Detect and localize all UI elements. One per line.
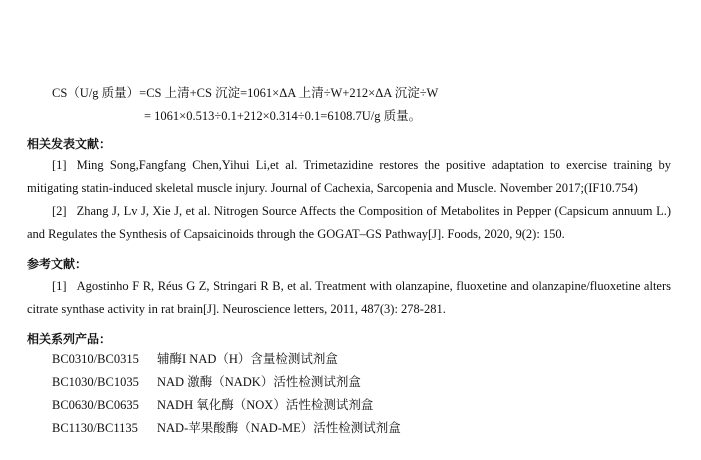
publication-text: Zhang J, Lv J, Xie J, et al. Nitrogen Source Affects the Composition of Metabolites in Pepper (Capsicum annuum L.) and Regulates the Synthesis of Capsaicinoids through the GOGAT–GS Pathway[J]. Foods, 2020, 9(2): 150. bbox=[27, 204, 671, 241]
product-name: NAD-苹果酸酶（NAD-ME）活性检测试剂盒 bbox=[157, 421, 401, 435]
formula-line-2: = 1061×0.513÷0.1+212×0.314÷0.1=6108.7U/g 质量。 bbox=[144, 109, 422, 123]
publication-text: Ming Song,Fangfang Chen,Yihui Li,et al. Trimetazidine restores the positive adaptation to exercise training by mitigating statin-induced skeletal muscle injury. Journal of Cachexia, Sarcopenia and Muscle. November 2017;(IF10.754) bbox=[27, 158, 671, 195]
publication-item bbox=[27, 200, 671, 246]
product-item bbox=[52, 417, 401, 440]
product-name: NAD 激酶（NADK）活性检测试剂盒 bbox=[157, 375, 361, 389]
product-name: 辅酶I NAD（H）含量检测试剂盒 bbox=[157, 352, 338, 366]
product-list bbox=[52, 348, 401, 440]
product-item bbox=[52, 371, 401, 394]
product-code: BC1030/BC1035 bbox=[52, 375, 139, 389]
product-item bbox=[52, 394, 401, 417]
reference-number: [1] bbox=[52, 279, 67, 293]
references-heading: 参考文献： bbox=[27, 257, 88, 271]
product-code: BC0630/BC0635 bbox=[52, 398, 139, 412]
publication-item bbox=[27, 154, 671, 200]
publication-number: [1] bbox=[52, 158, 67, 172]
product-name: NADH 氧化酶（NOX）活性检测试剂盒 bbox=[157, 398, 374, 412]
product-item bbox=[52, 348, 401, 371]
formula-line-1: CS（U/g 质量）=CS 上清+CS 沉淀=1061×ΔA 上清÷W+212×ΔA 沉淀÷W bbox=[52, 86, 439, 100]
product-code: BC1130/BC1135 bbox=[52, 421, 138, 435]
reference-text: Agostinho F R, Réus G Z, Stringari R B, et al. Treatment with olanzapine, fluoxetine and olanzapine/fluoxetine alters citrate synthase activity in rat brain[J]. Neuroscience letters, 2011, 487(3): 278-281. bbox=[27, 279, 671, 316]
products-heading: 相关系列产品： bbox=[27, 332, 112, 346]
publications-heading: 相关发表文献： bbox=[27, 137, 112, 151]
publication-number: [2] bbox=[52, 204, 67, 218]
reference-item bbox=[27, 275, 671, 321]
product-code: BC0310/BC0315 bbox=[52, 352, 139, 366]
